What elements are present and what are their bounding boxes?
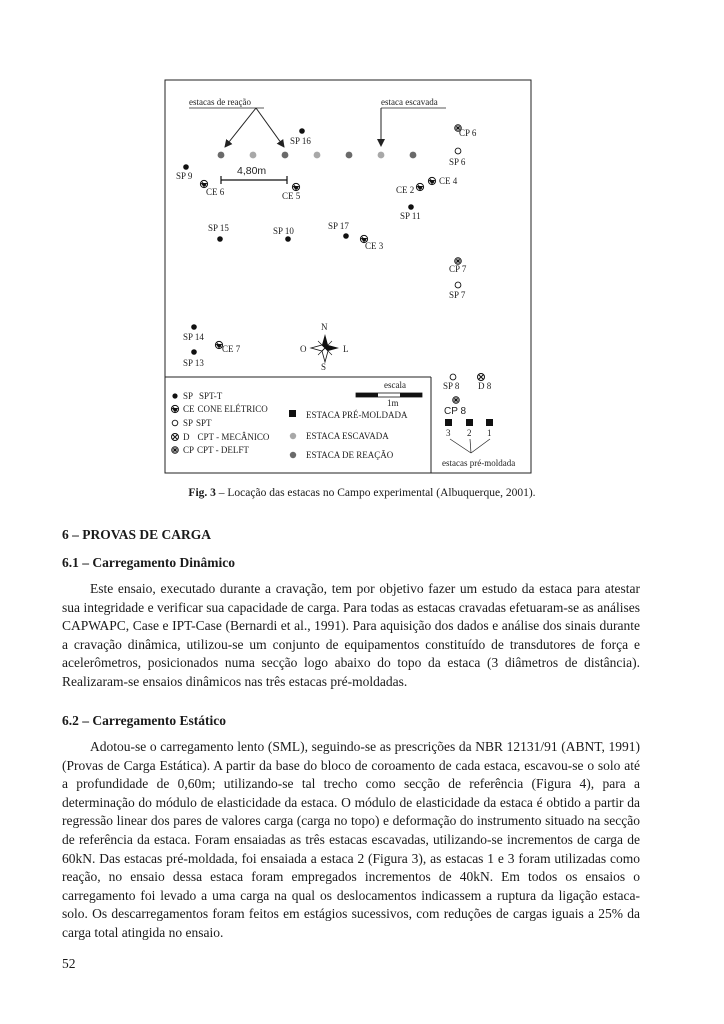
svg-text:SP 17: SP 17 xyxy=(328,221,349,231)
label-estacas-reacao: estacas de reação xyxy=(189,97,251,107)
pre-cast-inset xyxy=(442,374,515,469)
point-sp15 xyxy=(208,223,229,242)
svg-text:1: 1 xyxy=(487,428,492,438)
page-number: 52 xyxy=(62,956,76,971)
paragraph-dynamic-text: Este ensaio, executado durante a cravação, tem por objetivo fazer um estudo da estaca para atestar sua integridade e verificar sua capacidade de carga. Para todas as estacas cravadas efetuaram-se as análises CAPWAPC, Case e IPT-Case (Bernardi et al., 1991). Para aquisição dos dados e análise dos sinais durante a cravação dinâmica, utilizou-se um conjunto de equipamentos constituído de transdutores de força e acelerômetros, posicionados numa secção logo abaixo do topo da estaca (3 diâmetros de distância). Realizaram-se ensaios dinâmicos nas três estacas pré-moldadas. xyxy=(62,581,640,689)
svg-text:CE 7: CE 7 xyxy=(222,344,241,354)
svg-text:2: 2 xyxy=(467,428,472,438)
svg-text:CE 2: CE 2 xyxy=(396,185,415,195)
dimension-label: 4,80m xyxy=(237,165,267,177)
svg-text:1m: 1m xyxy=(387,398,399,408)
point-ce3 xyxy=(360,235,383,251)
svg-text:SP 11: SP 11 xyxy=(400,211,421,221)
site-location-map xyxy=(0,0,724,480)
point-cp6 xyxy=(455,125,477,138)
svg-text:SP 13: SP 13 xyxy=(183,358,204,368)
svg-text:estacas pré-moldada: estacas pré-moldada xyxy=(442,458,516,468)
figure-caption-label: Fig. 3 xyxy=(188,487,216,499)
point-sp13 xyxy=(183,349,204,368)
svg-text:S: S xyxy=(321,362,327,372)
reaction-pile xyxy=(410,152,417,159)
point-ce7 xyxy=(215,341,240,354)
svg-text:SP 6: SP 6 xyxy=(449,157,466,167)
bored-pile xyxy=(378,152,385,159)
arrow-reacao-left xyxy=(225,108,256,147)
svg-text:CP 8: CP 8 xyxy=(444,406,467,417)
legend xyxy=(165,377,431,473)
point-sp14 xyxy=(183,324,204,342)
svg-text:L: L xyxy=(343,344,349,354)
svg-text:SP 16: SP 16 xyxy=(290,136,311,146)
svg-text:SP 9: SP 9 xyxy=(176,171,193,181)
bored-pile xyxy=(314,152,321,159)
svg-text:CE 3: CE 3 xyxy=(365,241,384,251)
svg-text:ESTACA ESCAVADA: ESTACA ESCAVADA xyxy=(306,431,389,441)
svg-text:SP 10: SP 10 xyxy=(273,226,294,236)
section-title: 6 – PROVAS DE CARGA xyxy=(62,527,212,542)
reaction-pile xyxy=(346,152,353,159)
point-sp7 xyxy=(449,282,466,300)
svg-text:CP 7: CP 7 xyxy=(449,264,467,274)
svg-text:SPSPT: SP SPT xyxy=(183,418,212,428)
figure-caption xyxy=(0,487,724,499)
svg-text:SP 8: SP 8 xyxy=(443,381,460,391)
svg-text:3: 3 xyxy=(446,428,451,438)
svg-text:ESTACA PRÉ-MOLDADA: ESTACA PRÉ-MOLDADA xyxy=(306,410,408,420)
point-ce5 xyxy=(282,183,301,201)
svg-text:CE 6: CE 6 xyxy=(206,187,225,197)
point-sp10 xyxy=(273,226,294,242)
svg-text:SPSPT-T: SP SPT-T xyxy=(183,391,223,401)
svg-text:CP 6: CP 6 xyxy=(459,128,477,138)
point-cp7 xyxy=(449,258,467,274)
svg-text:CE 5: CE 5 xyxy=(282,191,301,201)
paragraph-static xyxy=(62,738,640,943)
svg-text:D 8: D 8 xyxy=(478,381,492,391)
point-ce4 xyxy=(428,176,457,186)
svg-text:SP 7: SP 7 xyxy=(449,290,466,300)
paragraph-static-text: Adotou-se o carregamento lento (SML), seguindo-se as prescrições da NBR 12131/91 (ABNT, 1991) (Provas de Carga Estática). A partir da base do bloco de coroamento de cada estaca, escavou-se o solo até a profundidade de 0,60m; utilizando-se tal trecho como secção de referência (Figura 4), para a determinação do módulo de elasticidade da estaca. O módulo de elasticidade da estaca é obtido a partir da regressão linear dos pares de valores carga (carga no topo) e deformação do instrumento situado na secção de referência da estaca. Foram ensaiadas as três estacas escavadas, utilizando-se incrementos de carga de 60kN. Das estacas pré-moldada, foi ensaiada a estaca 2 (Figura 3), as estacas 1 e 3 foram utilizadas como reação, no ensaio dessa estaca foram empregados incrementos de 40kN. Em todos os ensaios o carregamento foi levado a uma carga na qual os deslocamentos indicassem a ruptura da ligação estaca-solo. Os descarregamentos foram feitos em estágios sucessivos, com reduções de cargas iguais a 25% da carga total atingida no ensaio. xyxy=(62,739,640,940)
point-sp17 xyxy=(328,221,349,239)
compass-rose xyxy=(300,322,349,372)
scale-label: escala xyxy=(384,380,406,390)
subsection-title-static: 6.2 – Carregamento Estático xyxy=(62,713,226,728)
pile-row xyxy=(218,152,417,159)
point-ce2 xyxy=(396,183,424,195)
point-sp6 xyxy=(449,148,466,167)
svg-text:CECONE ELÉTRICO: CE CONE ELÉTRICO xyxy=(183,404,268,414)
svg-text:CPCPT - DELFT: CP CPT - DELFT xyxy=(183,445,249,455)
svg-text:CE 4: CE 4 xyxy=(439,176,458,186)
reaction-pile xyxy=(218,152,225,159)
svg-text:ESTACA DE REAÇÃO: ESTACA DE REAÇÃO xyxy=(306,450,394,460)
svg-text:DCPT - MECÂNICO: D CPT - MECÂNICO xyxy=(183,432,270,442)
bored-pile xyxy=(250,152,257,159)
svg-text:SP 14: SP 14 xyxy=(183,332,204,342)
figure-caption-text: – Locação das estacas no Campo experimental (Albuquerque, 2001). xyxy=(215,487,536,499)
reaction-pile xyxy=(282,152,289,159)
svg-text:SP 15: SP 15 xyxy=(208,223,229,233)
label-estaca-escavada: estaca escavada xyxy=(381,97,438,107)
point-sp9 xyxy=(176,164,193,181)
point-sp16 xyxy=(290,128,311,146)
point-sp11 xyxy=(400,204,421,221)
svg-text:O: O xyxy=(300,344,307,354)
svg-text:N: N xyxy=(321,322,328,332)
subsection-title-dynamic: 6.1 – Carregamento Dinâmico xyxy=(62,555,235,570)
paragraph-dynamic xyxy=(62,580,640,692)
arrow-reacao-right xyxy=(256,108,284,147)
